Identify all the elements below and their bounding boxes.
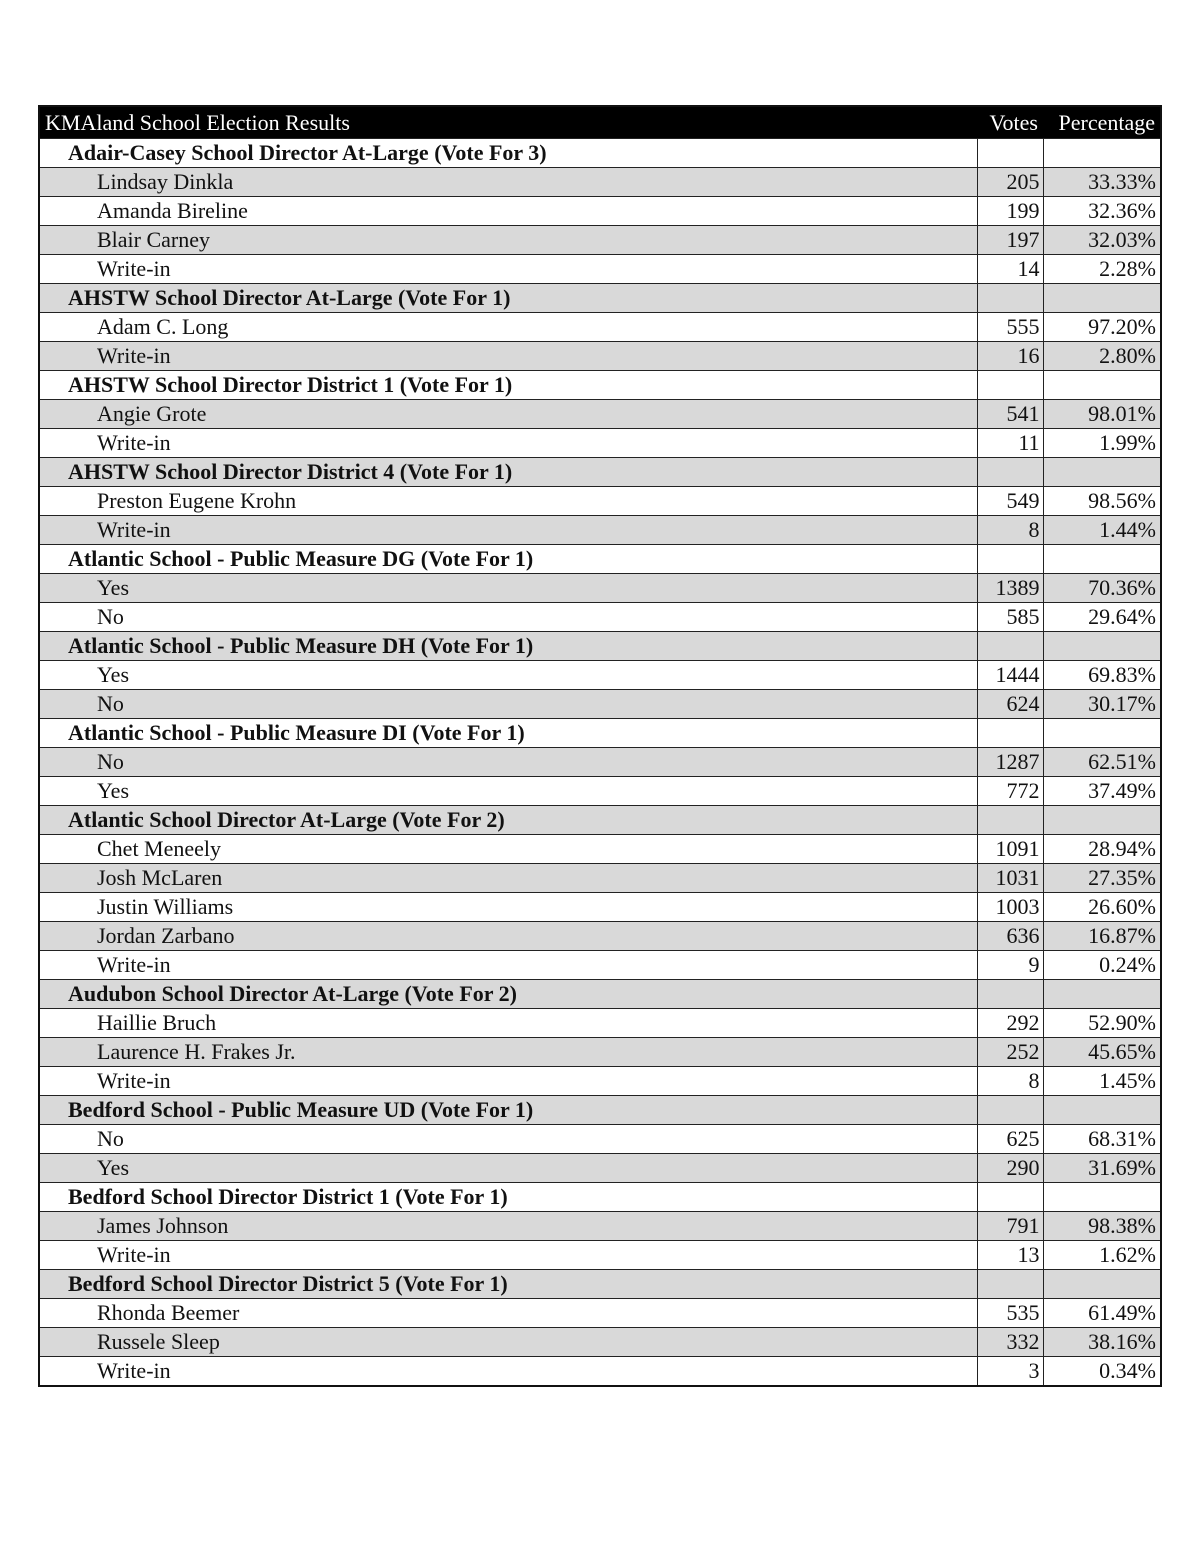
candidate-percentage: 1.62%: [1043, 1241, 1161, 1270]
race-name: AHSTW School Director District 1 (Vote For 1): [39, 371, 977, 400]
candidate-votes: 290: [977, 1154, 1043, 1183]
candidate-name: Write-in: [39, 255, 977, 284]
race-percentage-empty: [1043, 632, 1161, 661]
candidate-percentage: 1.45%: [1043, 1067, 1161, 1096]
candidate-name: Yes: [39, 574, 977, 603]
candidate-row: [39, 1212, 1161, 1241]
table-title: KMAland School Election Results: [39, 106, 977, 139]
candidate-percentage: 97.20%: [1043, 313, 1161, 342]
candidate-votes: 636: [977, 922, 1043, 951]
candidate-percentage: 30.17%: [1043, 690, 1161, 719]
race-votes-empty: [977, 545, 1043, 574]
race-header-row: [39, 1096, 1161, 1125]
candidate-row: [39, 951, 1161, 980]
candidate-name: Preston Eugene Krohn: [39, 487, 977, 516]
candidate-row: [39, 661, 1161, 690]
candidate-name: Rhonda Beemer: [39, 1299, 977, 1328]
candidate-percentage: 1.99%: [1043, 429, 1161, 458]
race-name: Bedford School Director District 1 (Vote For 1): [39, 1183, 977, 1212]
race-name: Bedford School - Public Measure UD (Vote For 1): [39, 1096, 977, 1125]
race-name: Atlantic School - Public Measure DI (Vote For 1): [39, 719, 977, 748]
candidate-row: [39, 574, 1161, 603]
candidate-name: No: [39, 603, 977, 632]
candidate-name: Write-in: [39, 951, 977, 980]
race-name: Atlantic School - Public Measure DG (Vote For 1): [39, 545, 977, 574]
candidate-percentage: 45.65%: [1043, 1038, 1161, 1067]
candidate-votes: 3: [977, 1357, 1043, 1387]
candidate-name: Lindsay Dinkla: [39, 168, 977, 197]
candidate-votes: 791: [977, 1212, 1043, 1241]
percentage-column-header: Percentage: [1043, 106, 1161, 139]
candidate-name: Write-in: [39, 342, 977, 371]
candidate-votes: 549: [977, 487, 1043, 516]
candidate-votes: 555: [977, 313, 1043, 342]
race-name: AHSTW School Director At-Large (Vote For 1): [39, 284, 977, 313]
race-percentage-empty: [1043, 139, 1161, 168]
candidate-percentage: 98.56%: [1043, 487, 1161, 516]
candidate-votes: 9: [977, 951, 1043, 980]
candidate-votes: 1389: [977, 574, 1043, 603]
candidate-percentage: 32.36%: [1043, 197, 1161, 226]
candidate-row: [39, 400, 1161, 429]
candidate-row: [39, 1125, 1161, 1154]
candidate-row: [39, 603, 1161, 632]
candidate-row: [39, 342, 1161, 371]
race-header-row: [39, 458, 1161, 487]
race-percentage-empty: [1043, 545, 1161, 574]
candidate-name: Yes: [39, 777, 977, 806]
race-percentage-empty: [1043, 284, 1161, 313]
candidate-name: Russele Sleep: [39, 1328, 977, 1357]
race-name: Adair-Casey School Director At-Large (Vote For 3): [39, 139, 977, 168]
candidate-name: Yes: [39, 661, 977, 690]
candidate-percentage: 0.34%: [1043, 1357, 1161, 1387]
candidate-row: [39, 1067, 1161, 1096]
candidate-percentage: 2.80%: [1043, 342, 1161, 371]
candidate-votes: 292: [977, 1009, 1043, 1038]
candidate-row: [39, 487, 1161, 516]
race-header-row: [39, 719, 1161, 748]
race-votes-empty: [977, 139, 1043, 168]
candidate-row: [39, 777, 1161, 806]
race-percentage-empty: [1043, 1096, 1161, 1125]
candidate-name: No: [39, 748, 977, 777]
candidate-row: [39, 1038, 1161, 1067]
candidate-name: Adam C. Long: [39, 313, 977, 342]
race-header-row: [39, 371, 1161, 400]
candidate-votes: 16: [977, 342, 1043, 371]
race-header-row: [39, 1270, 1161, 1299]
candidate-row: [39, 429, 1161, 458]
race-percentage-empty: [1043, 980, 1161, 1009]
candidate-percentage: 70.36%: [1043, 574, 1161, 603]
votes-column-header: Votes: [977, 106, 1043, 139]
candidate-name: No: [39, 690, 977, 719]
race-name: Atlantic School Director At-Large (Vote For 2): [39, 806, 977, 835]
candidate-row: [39, 1357, 1161, 1387]
candidate-row: [39, 690, 1161, 719]
candidate-votes: 1091: [977, 835, 1043, 864]
candidate-name: Justin Williams: [39, 893, 977, 922]
candidate-percentage: 27.35%: [1043, 864, 1161, 893]
election-results-table: [38, 105, 1162, 1387]
candidate-name: Blair Carney: [39, 226, 977, 255]
candidate-name: Write-in: [39, 516, 977, 545]
race-votes-empty: [977, 632, 1043, 661]
candidate-percentage: 1.44%: [1043, 516, 1161, 545]
candidate-row: [39, 748, 1161, 777]
candidate-name: Josh McLaren: [39, 864, 977, 893]
race-votes-empty: [977, 980, 1043, 1009]
race-votes-empty: [977, 1096, 1043, 1125]
candidate-percentage: 26.60%: [1043, 893, 1161, 922]
candidate-percentage: 38.16%: [1043, 1328, 1161, 1357]
candidate-percentage: 32.03%: [1043, 226, 1161, 255]
race-header-row: [39, 1183, 1161, 1212]
candidate-votes: 205: [977, 168, 1043, 197]
candidate-row: [39, 835, 1161, 864]
race-votes-empty: [977, 1270, 1043, 1299]
candidate-percentage: 2.28%: [1043, 255, 1161, 284]
table-title-row: [39, 106, 1161, 139]
race-votes-empty: [977, 719, 1043, 748]
candidate-row: [39, 1328, 1161, 1357]
candidate-name: Write-in: [39, 1241, 977, 1270]
race-votes-empty: [977, 1183, 1043, 1212]
candidate-name: Haillie Bruch: [39, 1009, 977, 1038]
candidate-votes: 772: [977, 777, 1043, 806]
candidate-row: [39, 197, 1161, 226]
candidate-name: Write-in: [39, 429, 977, 458]
candidate-row: [39, 922, 1161, 951]
candidate-row: [39, 255, 1161, 284]
candidate-votes: 535: [977, 1299, 1043, 1328]
candidate-row: [39, 313, 1161, 342]
race-percentage-empty: [1043, 458, 1161, 487]
candidate-row: [39, 1299, 1161, 1328]
race-header-row: [39, 284, 1161, 313]
candidate-name: Write-in: [39, 1067, 977, 1096]
candidate-percentage: 98.38%: [1043, 1212, 1161, 1241]
candidate-votes: 252: [977, 1038, 1043, 1067]
candidate-percentage: 28.94%: [1043, 835, 1161, 864]
race-header-row: [39, 980, 1161, 1009]
race-header-row: [39, 632, 1161, 661]
candidate-votes: 1444: [977, 661, 1043, 690]
candidate-percentage: 0.24%: [1043, 951, 1161, 980]
candidate-votes: 1287: [977, 748, 1043, 777]
candidate-votes: 332: [977, 1328, 1043, 1357]
candidate-row: [39, 893, 1161, 922]
race-percentage-empty: [1043, 1183, 1161, 1212]
candidate-percentage: 29.64%: [1043, 603, 1161, 632]
race-name: AHSTW School Director District 4 (Vote For 1): [39, 458, 977, 487]
candidate-votes: 8: [977, 516, 1043, 545]
candidate-name: Jordan Zarbano: [39, 922, 977, 951]
candidate-votes: 541: [977, 400, 1043, 429]
candidate-name: No: [39, 1125, 977, 1154]
candidate-votes: 1003: [977, 893, 1043, 922]
candidate-percentage: 61.49%: [1043, 1299, 1161, 1328]
candidate-row: [39, 1154, 1161, 1183]
candidate-votes: 197: [977, 226, 1043, 255]
race-percentage-empty: [1043, 371, 1161, 400]
candidate-name: James Johnson: [39, 1212, 977, 1241]
candidate-percentage: 69.83%: [1043, 661, 1161, 690]
candidate-votes: 585: [977, 603, 1043, 632]
candidate-percentage: 31.69%: [1043, 1154, 1161, 1183]
candidate-name: Laurence H. Frakes Jr.: [39, 1038, 977, 1067]
race-name: Atlantic School - Public Measure DH (Vote For 1): [39, 632, 977, 661]
candidate-votes: 624: [977, 690, 1043, 719]
candidate-votes: 1031: [977, 864, 1043, 893]
candidate-percentage: 68.31%: [1043, 1125, 1161, 1154]
candidate-row: [39, 168, 1161, 197]
candidate-votes: 14: [977, 255, 1043, 284]
race-votes-empty: [977, 371, 1043, 400]
race-header-row: [39, 139, 1161, 168]
candidate-percentage: 52.90%: [1043, 1009, 1161, 1038]
candidate-name: Write-in: [39, 1357, 977, 1387]
race-name: Audubon School Director At-Large (Vote For 2): [39, 980, 977, 1009]
race-header-row: [39, 806, 1161, 835]
race-percentage-empty: [1043, 1270, 1161, 1299]
race-votes-empty: [977, 284, 1043, 313]
candidate-name: Chet Meneely: [39, 835, 977, 864]
race-votes-empty: [977, 458, 1043, 487]
candidate-row: [39, 1241, 1161, 1270]
candidate-row: [39, 516, 1161, 545]
candidate-row: [39, 1009, 1161, 1038]
candidate-percentage: 98.01%: [1043, 400, 1161, 429]
candidate-row: [39, 864, 1161, 893]
candidate-votes: 11: [977, 429, 1043, 458]
candidate-percentage: 62.51%: [1043, 748, 1161, 777]
race-percentage-empty: [1043, 719, 1161, 748]
candidate-percentage: 33.33%: [1043, 168, 1161, 197]
candidate-votes: 8: [977, 1067, 1043, 1096]
race-name: Bedford School Director District 5 (Vote For 1): [39, 1270, 977, 1299]
candidate-row: [39, 226, 1161, 255]
candidate-percentage: 37.49%: [1043, 777, 1161, 806]
candidate-votes: 625: [977, 1125, 1043, 1154]
race-header-row: [39, 545, 1161, 574]
candidate-name: Amanda Bireline: [39, 197, 977, 226]
candidate-votes: 199: [977, 197, 1043, 226]
candidate-votes: 13: [977, 1241, 1043, 1270]
race-votes-empty: [977, 806, 1043, 835]
candidate-name: Yes: [39, 1154, 977, 1183]
candidate-name: Angie Grote: [39, 400, 977, 429]
race-percentage-empty: [1043, 806, 1161, 835]
candidate-percentage: 16.87%: [1043, 922, 1161, 951]
